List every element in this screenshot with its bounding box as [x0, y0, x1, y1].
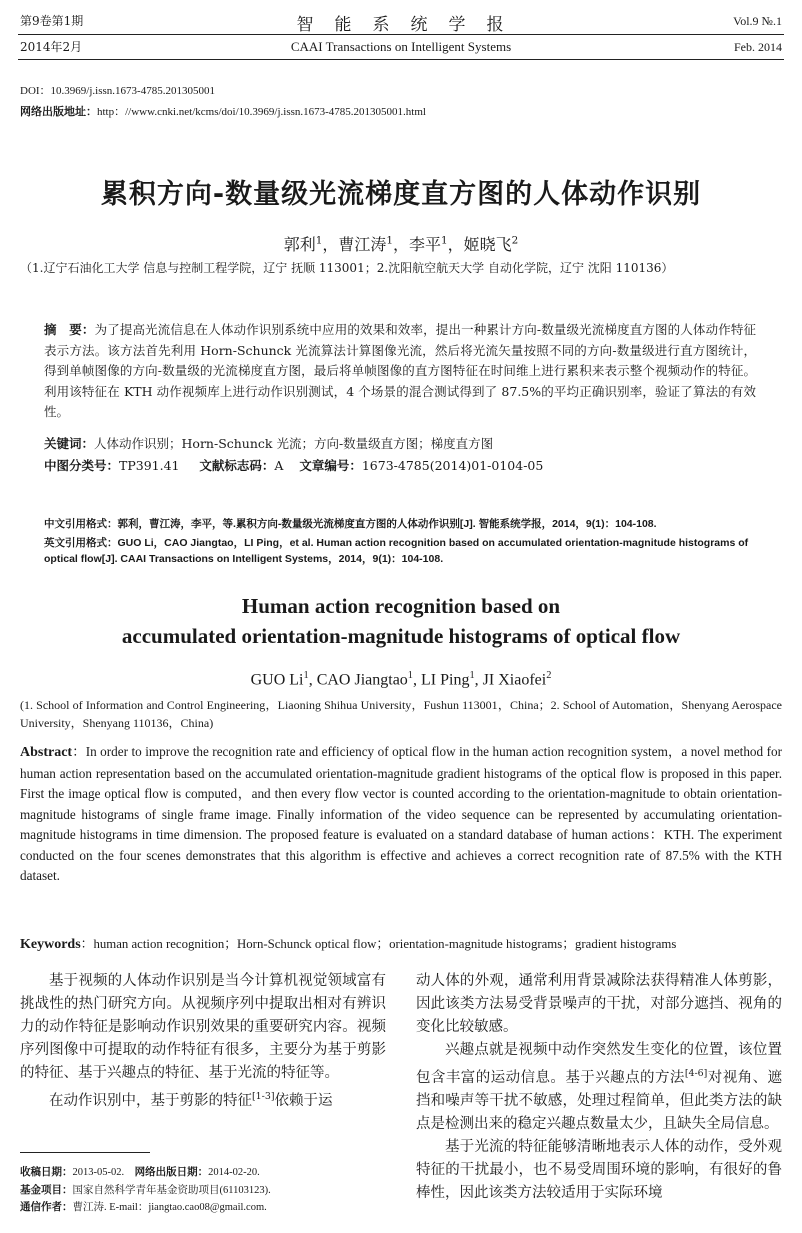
doc-code-value: A [274, 458, 284, 473]
abstract-en-text: ：In order to improve the recognition rate and efficiency of optical flow in the human action recognition system，a novel method for human action representation based on the accumulated orientation-magnitude gradient histograms of the optical flow is proposed in this paper. First the image optical flow is computed，and then every flow vector is counted according to the orientation-magnitude to obtain orientation-magnitude histograms of single frame image. Finally information of the video sequence can be represented by accumulating orientation-magnitude histograms in time dimension. The proposed feature is evaluated on a standard database of human actions：KTH. The experiment conducted on the four scenes demonstrates that this algorithm is effective and achieves a correct recognition rate of 87.5% with the KTH dataset. [20, 744, 782, 883]
citation-cn: 中文引用格式：郭利，曹江涛，李平，等.累积方向-数量级光流梯度直方图的人体动作识别[J]. 智能系统学报，2014，9(1)：104-108. [44, 518, 657, 530]
fund-label: 基金项目： [20, 1183, 73, 1196]
header-date: 2014年2月 [20, 40, 83, 54]
body-paragraph: 动人体的外观，通常利用背景减除法获得精准人体剪影，因此该类方法易受背景噪声的干扰，对部分遮挡、视角的变化比较敏感。 [416, 973, 782, 1035]
abstract-en-label: Abstract [20, 745, 73, 760]
abstract-cn-text: 为了提高光流信息在人体动作识别系统中应用的效果和效率，提出一种累计方向-数量级光流梯度直方图的人体动作特征表示方法。该方法首先利用 Horn-Schunck 光流算法计算图像光流，然后将光流矢量按照不同的方向-数量级进行直方图统计，得到单帧图像的方向-数量级的光流梯度直方图，最后将单帧图像的直方图特征在时间维上进行累积来表示整个视频动作的特征。利用该特征在 KTH 动作视频库上进行动作识别测试，4 个场景的混合测试得到了 87.5%的平均正确识别率，验证了算法的有效性。 [44, 322, 756, 419]
doi-line: DOI：10.3969/j.issn.1673-4785.201305001 [20, 85, 215, 97]
fund-text: 国家自然科学青年基金资助项目(61103123). [72, 1184, 271, 1196]
body-right-column [416, 970, 782, 1205]
author-affil-mark: 2 [546, 670, 552, 681]
online-date: 2014-02-20. [208, 1167, 260, 1178]
abstract-cn [44, 320, 756, 423]
citation-en: 英文引用格式：GUO Li，CAO Jiangtao，LI Ping，et al. Human action recognition based on accumulated orientation-magnitude histograms of optical flow[J]. CAAI Transactions on Intelligent Systems，2014，9(1)：104-108. [44, 537, 749, 565]
author-cn: 李平 [409, 235, 442, 254]
title-en-line1: Human action recognition based on [241, 594, 561, 618]
title-cn: 累积方向-数量级光流梯度直方图的人体动作识别 [100, 179, 702, 210]
online-address [20, 102, 426, 122]
header-journal-en: CAAI Transactions on Intelligent Systems [290, 39, 512, 54]
keywords-en-text: ：human action recognition；Horn-Schunck optical flow；orientation-magnitude histograms；gradient histograms [80, 937, 677, 951]
title-en-line2: accumulated orientation-magnitude histograms of optical flow [121, 624, 681, 648]
online-date-label: 网络出版日期： [134, 1166, 209, 1178]
affiliation-en: (1. School of Information and Control Engineering，Liaoning Shihua University，Fushun 113001，China；2. School of Automation，Shenyang Aerospace University，Shenyang 110136，China) [20, 698, 782, 730]
classification-line [44, 456, 756, 477]
author-affil-mark: 1 [386, 234, 393, 247]
received-date: 2013-05-02. [72, 1167, 125, 1178]
corresponding-text: 曹江涛. E-mail：jiangtao.cao08@gmail.com. [72, 1202, 267, 1213]
authors-cn: 郭利$^1$，曹江涛$^1$，李平$^1$，姬晓飞$^2$ [283, 234, 519, 254]
affiliation-cn: （1.辽宁石油化工大学 信息与控制工程学院，辽宁 抚顺 113001；2.沈阳航空航天大学 自动化学院，辽宁 沈阳 110136） [20, 261, 674, 275]
author-en: GUO Li [250, 671, 304, 689]
body-text: 依赖于运 [274, 1092, 333, 1109]
reference-mark: [4-6] [684, 1068, 708, 1079]
author-affil-mark: 2 [511, 234, 519, 247]
article-no-value: 1673-4785(2014)01-0104-05 [361, 458, 544, 473]
author-en: JI Xiaofei [482, 671, 547, 689]
abstract-cn-label: 摘 要： [44, 322, 95, 337]
header-volume-issue: 第9卷第1期 [20, 14, 84, 28]
author-affil-mark: 1 [441, 234, 448, 247]
body-paragraph: 基于光流的特征能够清晰地表示人体的动作，受外观特征的干扰最小，也不易受周围环境的影响，有很好的鲁棒性，因此该类方法较适用于实际环境 [416, 1138, 782, 1201]
article-no-label: 文章编号： [299, 458, 362, 473]
author-affil-mark: 1 [315, 234, 323, 247]
header-volume-issue-en: Vol.9 №.1 [733, 14, 782, 28]
clc-label: 中图分类号： [44, 458, 120, 473]
keywords-en [20, 934, 782, 956]
author-cn: 郭利 [283, 235, 316, 254]
abstract-en [20, 742, 782, 887]
header-divider-1 [18, 34, 784, 35]
clc-value: TP391.41 [119, 458, 180, 473]
footnote-fund [20, 1182, 390, 1200]
body-text: 对视角、遮挡和噪声等干扰不敏感，处理过程简单，但此类方法的缺点是检测出来的稳定兴趣点数量太少，且缺失全局信息。 [416, 1069, 783, 1132]
author-cn: 姬晓飞 [463, 235, 512, 254]
author-affil-mark: 1 [303, 670, 309, 681]
author-en: CAO Jiangtao [316, 671, 408, 689]
corresponding-label: 通信作者： [20, 1201, 73, 1213]
keywords-cn [44, 434, 756, 455]
body-paragraph [20, 1085, 386, 1113]
keywords-cn-text: 人体动作识别；Horn-Schunck 光流；方向-数量级直方图；梯度直方图 [94, 436, 494, 451]
header-divider-2 [18, 59, 784, 60]
online-address-url[interactable]: http：//www.cnki.net/kcms/doi/10.3969/j.issn.1673-4785.201305001.html [97, 106, 426, 118]
reference-mark: [1-3] [252, 1091, 275, 1102]
online-address-label: 网络出版地址： [20, 105, 97, 118]
footnote [20, 1164, 390, 1217]
body-text: 兴趣点就是视频中动作突然发生变化的位置，该位置包含丰富的运动信息。基于兴趣点的方法 [416, 1042, 782, 1086]
author-affil-mark: 1 [469, 670, 475, 681]
body-paragraph: 基于视频的人体动作识别是当今计算机视觉领域富有挑战性的热门研究方向。从视频序列中提取出相对有辨识力的动作特征是影响动作识别效果的重要研究内容。视频序列图像中可提取的动作特征有很多，主要分为基于剪影的特征、基于兴趣点的特征、基于光流的特征等。 [20, 973, 386, 1081]
doc-code-label: 文献标志码： [199, 458, 275, 473]
header-journal-cn: 智 能 系 统 学 报 [296, 15, 506, 35]
authors-en: GUO Li$^1$, CAO Jiangtao$^1$, LI Ping$^1$, JI Xiaofei$^2$ [250, 670, 552, 689]
footnote-corresponding [20, 1199, 390, 1217]
footnote-dates [20, 1164, 390, 1182]
keywords-cn-label: 关键词： [44, 436, 95, 451]
author-affil-mark: 1 [407, 670, 413, 681]
keywords-en-label: Keywords [20, 937, 81, 952]
author-en: LI Ping [421, 671, 470, 689]
body-paragraph [416, 1039, 782, 1136]
body-left-column [20, 970, 386, 1113]
header-date-en: Feb. 2014 [734, 40, 782, 54]
footnote-divider [20, 1152, 150, 1153]
received-label: 收稿日期： [20, 1166, 73, 1178]
body-text: 在动作识别中，基于剪影的特征 [49, 1092, 252, 1109]
author-cn: 曹江涛 [338, 235, 387, 254]
